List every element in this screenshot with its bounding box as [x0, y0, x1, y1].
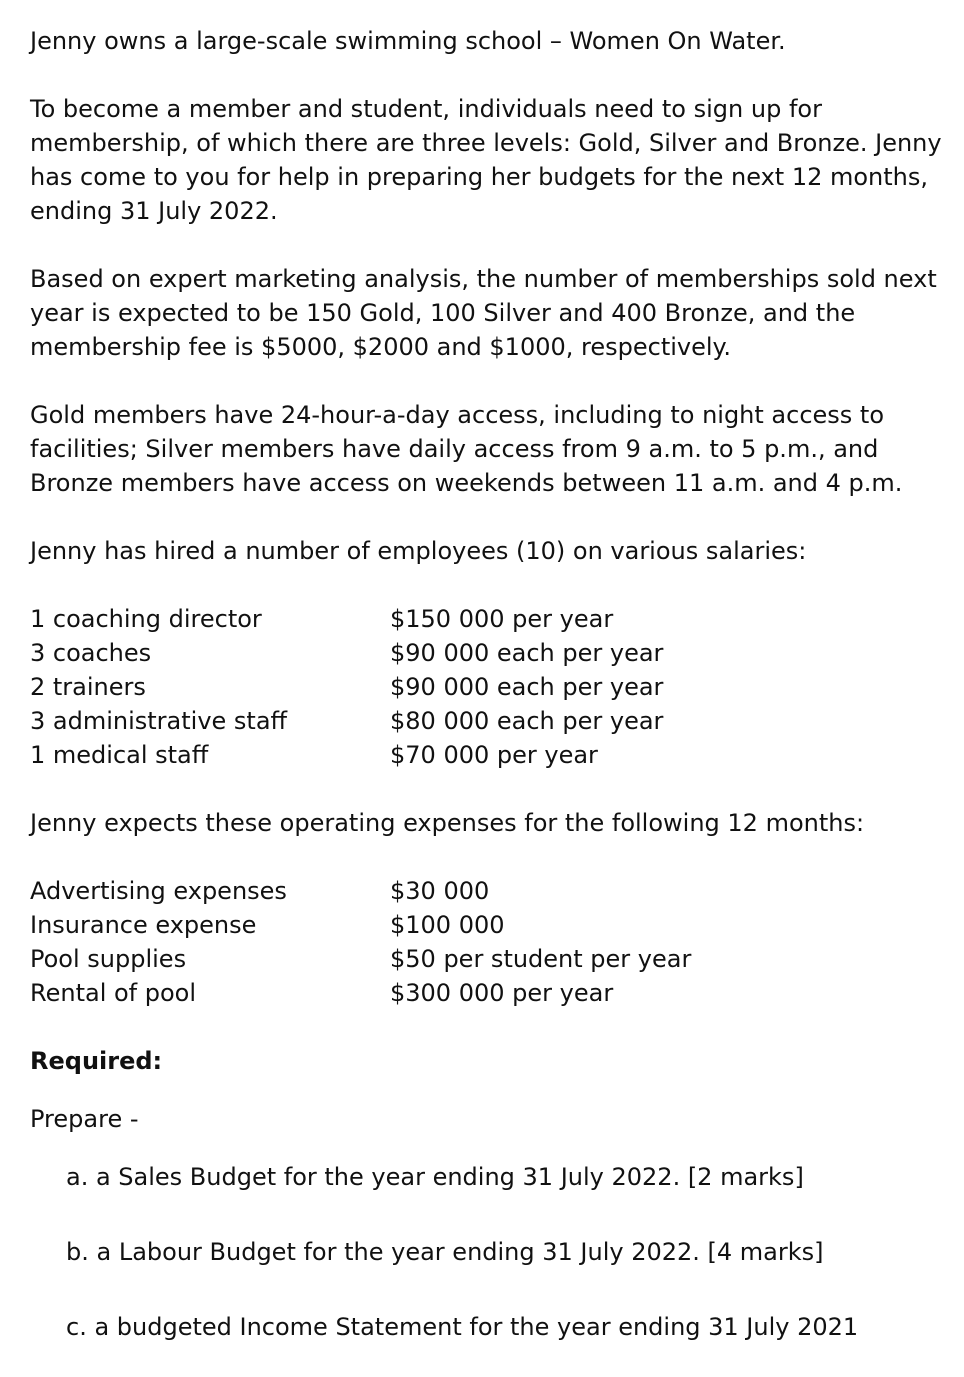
expense-row — [30, 976, 950, 1010]
expense-amount: $100 000 — [390, 911, 505, 939]
task-item: a. a Sales Budget for the year ending 31 July 2022. [2 marks] — [66, 1163, 804, 1191]
expense-row — [30, 908, 950, 942]
expense-item: Insurance expense — [30, 911, 257, 939]
salary-role: 3 coaches — [30, 639, 152, 667]
salary-row — [30, 602, 950, 636]
employees-heading: Jenny has hired a number of employees (10) on various salaries: — [30, 537, 807, 565]
expense-item: Advertising expenses — [30, 877, 287, 905]
salary-role: 3 administrative staff — [30, 707, 288, 735]
salary-row — [30, 636, 950, 670]
access-paragraph: Gold members have 24-hour-a-day access, including to night access to facilities; Silver members have daily access from 9 a.m. to 5 p.m., and Bronze members have access on weekends between 11 a.m. and 4 p.m. — [30, 401, 903, 497]
salary-amount: $150 000 per year — [390, 605, 614, 633]
task-item: c. a budgeted Income Statement for the year ending 31 July 2021 — [66, 1313, 859, 1341]
salary-amount: $70 000 per year — [390, 741, 598, 769]
salary-row — [30, 704, 950, 738]
task-item: b. a Labour Budget for the year ending 31 July 2022. [4 marks] — [66, 1238, 824, 1266]
salary-amount: $90 000 each per year — [390, 639, 664, 667]
salary-amount: $80 000 each per year — [390, 707, 664, 735]
prepare-text: Prepare - — [30, 1105, 139, 1133]
expense-list — [30, 874, 950, 1010]
expense-item: Rental of pool — [30, 979, 197, 1007]
expense-row — [30, 874, 950, 908]
salary-role: 2 trainers — [30, 673, 146, 701]
document — [30, 24, 950, 1344]
expense-item: Pool supplies — [30, 945, 187, 973]
salary-amount: $90 000 each per year — [390, 673, 664, 701]
expense-amount: $50 per student per year — [390, 945, 692, 973]
membership-paragraph: To become a member and student, individuals need to sign up for membership, of which there are three levels: Gold, Silver and Bronze. Jenny has come to you for help in preparing her budgets for the next 12 months, ending 31 July 2022. — [30, 95, 942, 225]
intro-text: Jenny owns a large-scale swimming school – Women On Water. — [30, 27, 786, 55]
expense-row — [30, 942, 950, 976]
required-heading: Required: — [30, 1047, 163, 1075]
salary-row — [30, 670, 950, 704]
salary-role: 1 coaching director — [30, 605, 262, 633]
forecast-paragraph: Based on expert marketing analysis, the number of memberships sold next year is expected to be 150 Gold, 100 Silver and 400 Bronze, and the membership fee is $5000, $2000 and $1000, respectively. — [30, 265, 937, 361]
expense-amount: $30 000 — [390, 877, 490, 905]
expenses-heading: Jenny expects these operating expenses for the following 12 months: — [30, 809, 865, 837]
expense-amount: $300 000 per year — [390, 979, 614, 1007]
salary-role: 1 medical staff — [30, 741, 209, 769]
salary-list — [30, 602, 950, 772]
salary-row — [30, 738, 950, 772]
